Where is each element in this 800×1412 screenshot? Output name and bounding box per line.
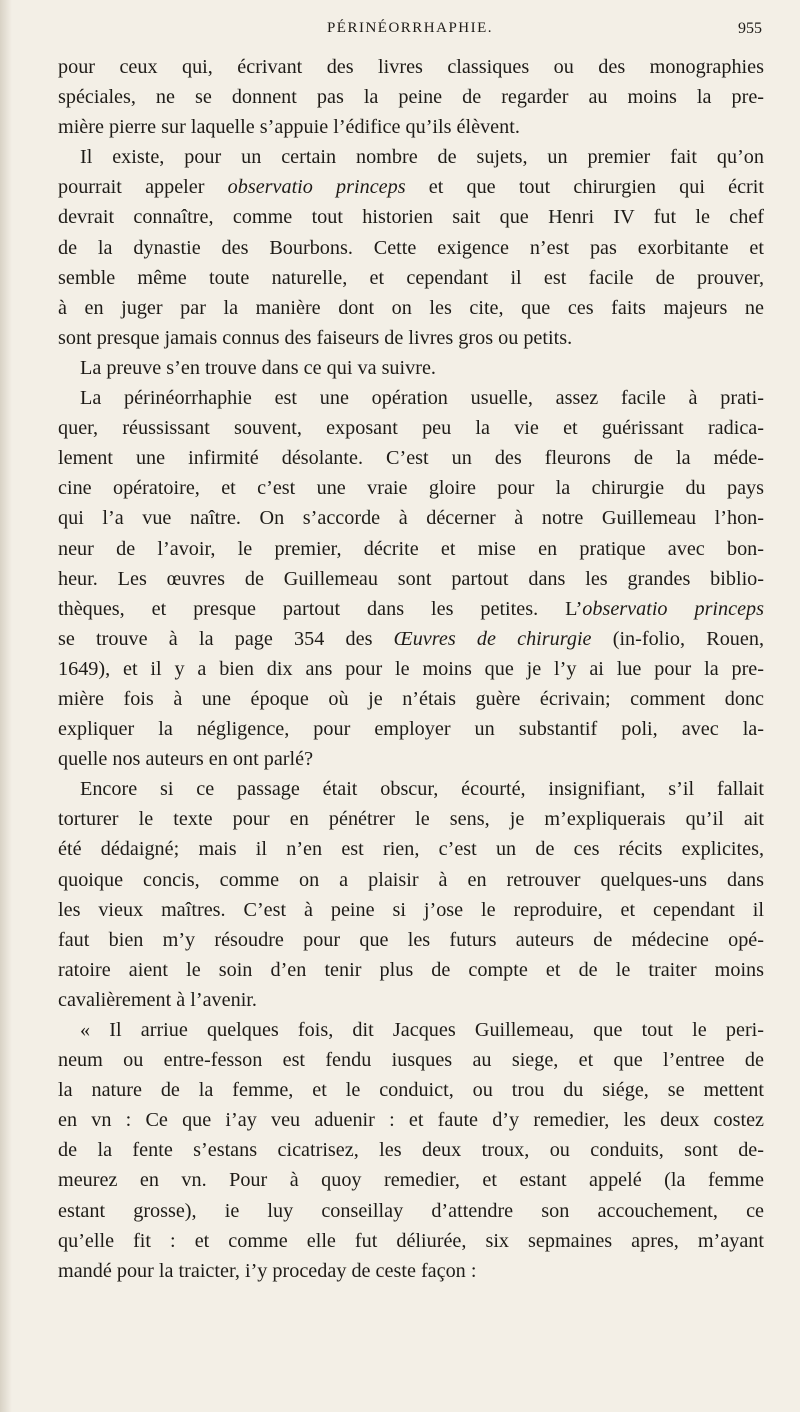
- text-line: La preuve s’en trouve dans ce qui va suivre.: [80, 356, 436, 379]
- text-line: pourrait appeler observatio princeps et que tout chirurgien qui écrit: [58, 176, 764, 199]
- text-line: La périnéorrhaphie est une opération usuelle, assez facile à prati-: [80, 387, 764, 410]
- text-line: devrait connaître, comme tout historien sait que Henri IV fut le chef: [58, 206, 764, 229]
- text-line: été dédaigné; mais il n’en est rien, c’est un de ces récits explicites,: [58, 838, 764, 861]
- text-line: spéciales, ne se donnent pas la peine de regarder au moins la pre-: [58, 86, 764, 109]
- text-line: neum ou entre-fesson est fendu iusques au siege, et que l’entree de: [58, 1049, 764, 1072]
- text-line: de la fente s’estans cicatrisez, les deux troux, ou conduits, sont de-: [58, 1139, 764, 1162]
- text-line: estant grosse), ie luy conseillay d’attendre son accouchement, ce: [58, 1199, 764, 1222]
- text-line: meurez en vn. Pour à quoy remedier, et estant appelé (la femme: [58, 1169, 764, 1192]
- text-line: Encore si ce passage était obscur, écourté, insignifiant, s’il fallait: [80, 778, 764, 801]
- text-line: les vieux maîtres. C’est à peine si j’ose le reproduire, et cependant il: [58, 898, 764, 921]
- text-line: qu’elle fit : et comme elle fut déliurée, six sepmaines apres, m’ayant: [58, 1229, 764, 1252]
- text-line: heur. Les œuvres de Guillemeau sont partout dans les grandes biblio-: [58, 567, 764, 590]
- text-line: sont presque jamais connus des faiseurs de livres gros ou petits.: [58, 326, 573, 349]
- text-line: torturer le texte pour en pénétrer le sens, je m’expliquerais qu’il ait: [58, 808, 764, 831]
- text-line: 1649), et il y a bien dix ans pour le moins que je l’y ai lue pour la pre-: [58, 657, 764, 680]
- text-line: « Il arriue quelques fois, dit Jacques Guillemeau, que tout le peri-: [80, 1019, 764, 1041]
- text-line: cavalièrement à l’avenir.: [58, 988, 257, 1011]
- page-number: 955: [738, 20, 762, 37]
- text-line: semble même toute naturelle, et cependant il est facile de prouver,: [58, 266, 764, 289]
- text-line: quoique concis, comme on a plaisir à en retrouver quelques-uns dans: [58, 868, 764, 891]
- text-line: la nature de la femme, et le conduict, ou trou du siége, se mettent: [58, 1079, 764, 1102]
- text-line: ratoire aient le soin d’en tenir plus de compte et de le traiter moins: [58, 958, 764, 981]
- page-header: [58, 20, 762, 50]
- text-line: qui l’a vue naître. On s’accorde à décerner à notre Guillemeau l’hon-: [58, 507, 764, 530]
- body-text: [58, 52, 764, 1286]
- text-line: en vn : Ce que i’ay veu aduenir : et faute d’y remedier, les deux costez: [58, 1109, 764, 1132]
- text-line: de la dynastie des Bourbons. Cette exigence n’est pas exorbitante et: [58, 236, 764, 259]
- text-line: mière fois à une époque où je n’étais guère écrivain; comment donc: [58, 687, 764, 710]
- text-line: mière pierre sur laquelle s’appuie l’édifice qu’ils élèvent.: [58, 116, 520, 139]
- text-line: thèques, et presque partout dans les petites. L’observatio princeps: [58, 597, 764, 620]
- text-line: se trouve à la page 354 des Œuvres de chirurgie (in-folio, Rouen,: [58, 627, 764, 650]
- text-line: quelle nos auteurs en ont parlé?: [58, 748, 314, 771]
- text-line: mandé pour la traicter, i’y proceday de ceste façon :: [58, 1259, 477, 1282]
- text-line: cine opératoire, et c’est une vraie gloire pour la chirurgie du pays: [58, 477, 764, 500]
- text-line: expliquer la négligence, pour employer un substantif poli, avec la-: [58, 718, 764, 741]
- text-line: quer, réussissant souvent, exposant peu la vie et guérissant radica-: [58, 417, 764, 440]
- text-line: faut bien m’y résoudre pour que les futurs auteurs de médecine opé-: [58, 928, 764, 951]
- running-title: PÉRINÉORRHAPHIE.: [326, 20, 494, 36]
- text-line: Il existe, pour un certain nombre de sujets, un premier fait qu’on: [80, 146, 764, 169]
- page-edge-shadow: [0, 0, 12, 1412]
- text-line: lement une infirmité désolante. C’est un des fleurons de la méde-: [58, 447, 764, 470]
- text-line: à en juger par la manière dont on les cite, que ces faits majeurs ne: [58, 296, 764, 319]
- text-line: pour ceux qui, écrivant des livres classiques ou des monographies: [58, 56, 764, 78]
- text-line: neur de l’avoir, le premier, décrite et mise en pratique avec bon-: [58, 537, 764, 560]
